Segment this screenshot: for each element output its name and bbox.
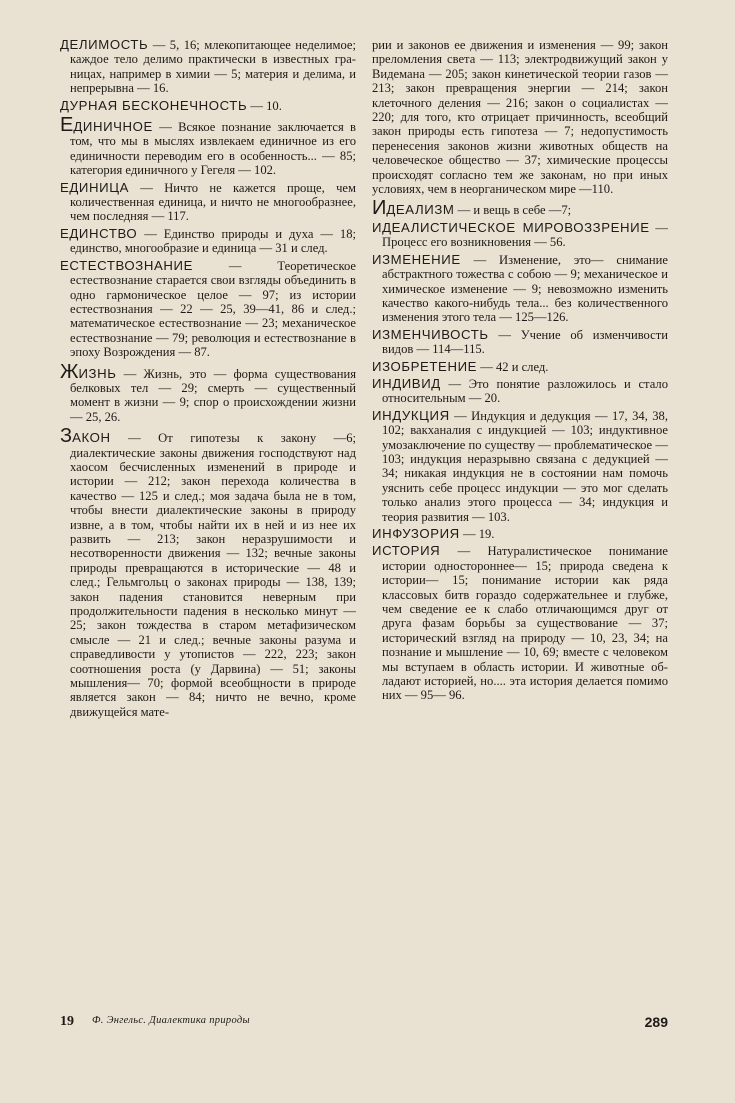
entry-headword: ИЗМЕНЕНИЕ: [372, 251, 461, 267]
index-entry: [372, 197, 668, 220]
entry-headword: ДЕЛИМОСТЬ: [60, 37, 149, 52]
entry-text: — 19.: [459, 527, 495, 541]
index-column-left: [60, 38, 356, 722]
entry-headword: ИЗМЕНЧИВОСТЬ: [372, 326, 489, 342]
entry-text: — Единство природы и духа — 18; единство, многообразие и единица — 31 и след.: [70, 226, 356, 256]
entry-headword: ИНДУКЦИЯ: [372, 407, 450, 423]
index-entry: [372, 328, 668, 357]
index-entry: [60, 114, 356, 178]
index-entry: [372, 544, 668, 702]
index-entry: [372, 221, 668, 250]
entry-text: — Изменение, это— снимание абстрактного тожества с собою — 9; механическое и химическое изменение — 9; невозможно изменить качество какого-нибудь тела... без количественного изменения этого тела — 125—126.: [382, 252, 668, 325]
index-entry: [60, 227, 356, 256]
index-entry: [60, 259, 356, 360]
entry-headword: ЕСТЕСТВОЗНАНИЕ: [60, 257, 193, 273]
entry-headword: ИЗОБРЕТЕНИЕ: [372, 358, 478, 374]
entry-text: — Всякое познание заключается в том, что мы в мыслях извлекаем единичное из его единичности переводим его в особенность... — 85; категория единичного у Гегеля — 102.: [70, 120, 356, 178]
index-entry: [60, 425, 356, 719]
entry-text: — и вещь в себе —7;: [454, 203, 572, 218]
entry-text: — 5, 16; млекопитающее неделимое; каждое тело делимо практически в известных границах, например в химии — 5; материя и делима, и непрерывна — 16.: [70, 38, 356, 96]
entry-text: — Индукция и дедукция — 17, 34, 38, 102; вакханалия с индукцией — 103; индуктивное умозаключение по существу — проблематическое — 103; индукция неразрывно связана с дедукцией — 34; никакая индукция не в состоянии нам помочь уяснить себе процесс индукции — это мог сделать только анализ этого процесса — 34; индукция и теория развития — 103.: [382, 408, 668, 524]
entry-headword: ИСТОРИЯ: [372, 543, 441, 559]
entry-headword: ДУРНАЯ БЕСКОНЕЧНОСТЬ: [60, 97, 248, 113]
entry-text: — От гипотезы к закону —6; диалектические законы движения господствуют над хаосом бесчисленных изменений в природе и истории — 212; закон перехода количества в качество — 125 и след.; моя задача была не в том, чтобы внести диалектические законы в природу извне, а в том, чтобы найти их в ней и из нее их развить — 213; закон неразрушимости и несотворенности движения — 132; вечные законы природы превращаются в исторические — 48 и след.; Гельмгольц о законах природы — 138, 139; закон падения становится неверным при продолжительности падения в несколько минут — 25; закон тождества в старом метафизическом смысле — 21 и след.; вечные законы разума и справедливости у утопистов — 222, 223; закон соотношения роста (у Дарвина) — 51; законы мышления— 70; формой всеобщности в природе является закон — 84; ничто не вечно, кроме движущейся мате-: [70, 431, 356, 719]
entry-initial: Ж: [60, 360, 79, 383]
entry-headword: ИНДИВИД: [372, 375, 441, 391]
index-entry: [372, 377, 668, 406]
entry-headword: ИЗНЬ: [78, 365, 117, 381]
source-line: Ф. Энгельс. Диалектика природы: [92, 1015, 250, 1026]
entry-initial: И: [372, 197, 387, 220]
index-entry: [372, 38, 668, 196]
entry-text: — 10.: [247, 98, 282, 113]
page-number: 289: [644, 1014, 668, 1030]
index-entry: [60, 360, 356, 425]
entry-headword: ИДЕАЛИСТИЧЕСКОЕ МИРОВОЗЗРЕНИЕ: [372, 219, 650, 235]
entry-headword: ДИНИЧНОЕ: [73, 119, 153, 135]
entry-headword: ЕДИНСТВО: [60, 225, 138, 241]
entry-text: рии и законов ее движения и изменения — 99; закон преломления света — 113; электродвижущий закон у Видемана — 205; закон кинетической теории газов — 213; закон превращения энергии — 214; закон клеточного деления — 216; закон о социалистах — 220; для того, кто отрицает причинность, всеобщий закон природы есть гипотеза — 7; недопустимость перенесения законов жизни животных обществ на человеческое общество — 37; химические процессы происходят согласно тем же законам, но при иных условиях, чем в неорганическом мире —110.: [372, 38, 668, 197]
entry-initial: З: [60, 425, 73, 448]
entry-text: — Теоретическое естествознание старается свои взгляды объединить в одно гармоническое целое — 97; из истории естествознания — 22 — 25, 39—41, 86 и след.; математическое естествознание — 23; механическое естествознание — 79; революция и естествознание в эпоху Возрождения — 87.: [70, 258, 356, 360]
entry-text: — Натуралистическое понимание истории одностороннее— 15; природа сведена к истории— 15; понимание истории как ряда классовых битв гораздо содержательнее и глубже, чем сведение ее к слабо отличающимся друг от друга фазам борьбы за существование — 37; исторический взгляд на природу — 10, 23, 34; на познание и мышление — 10, 69; вместе с человеком мы вступаем в область истории. И животные обладают историей, но.... эта история делается помимо них — 95— 96.: [382, 544, 668, 703]
entry-headword: ДЕАЛИЗМ: [386, 202, 455, 218]
entry-headword: ИНФУЗОРИЯ: [372, 526, 460, 541]
entry-text: — Это понятие разложилось и стало относительным — 20.: [382, 376, 668, 406]
index-entry: [60, 99, 356, 113]
index-entry: [372, 527, 668, 541]
entry-text: — 42 и след.: [477, 359, 549, 374]
signature-mark: 19: [60, 1014, 74, 1029]
index-entry: [60, 38, 356, 96]
entry-text: — Учение об изменчивости видов — 114—115.: [382, 327, 668, 357]
entry-text: — Процесс его возникновения — 56.: [382, 220, 668, 250]
entry-text: — Ничто не кажется проще, чем количественная единица, и ничто не многообразнее, чем последняя — 117.: [70, 180, 356, 224]
entry-initial: Е: [60, 114, 74, 137]
index-column-right: [372, 38, 668, 706]
index-entry: [372, 253, 668, 325]
entry-headword: ЕДИНИЦА: [60, 179, 129, 195]
entry-text: — Жизнь, это — форма существования белковых тел — 29; смерть — существенный момент в жизни — 9; спор о происхождении жизни — 25, 26.: [70, 366, 356, 424]
entry-headword: АКОН: [72, 430, 111, 446]
index-entry: [372, 360, 668, 374]
index-entry: [372, 409, 668, 524]
index-entry: [60, 181, 356, 224]
